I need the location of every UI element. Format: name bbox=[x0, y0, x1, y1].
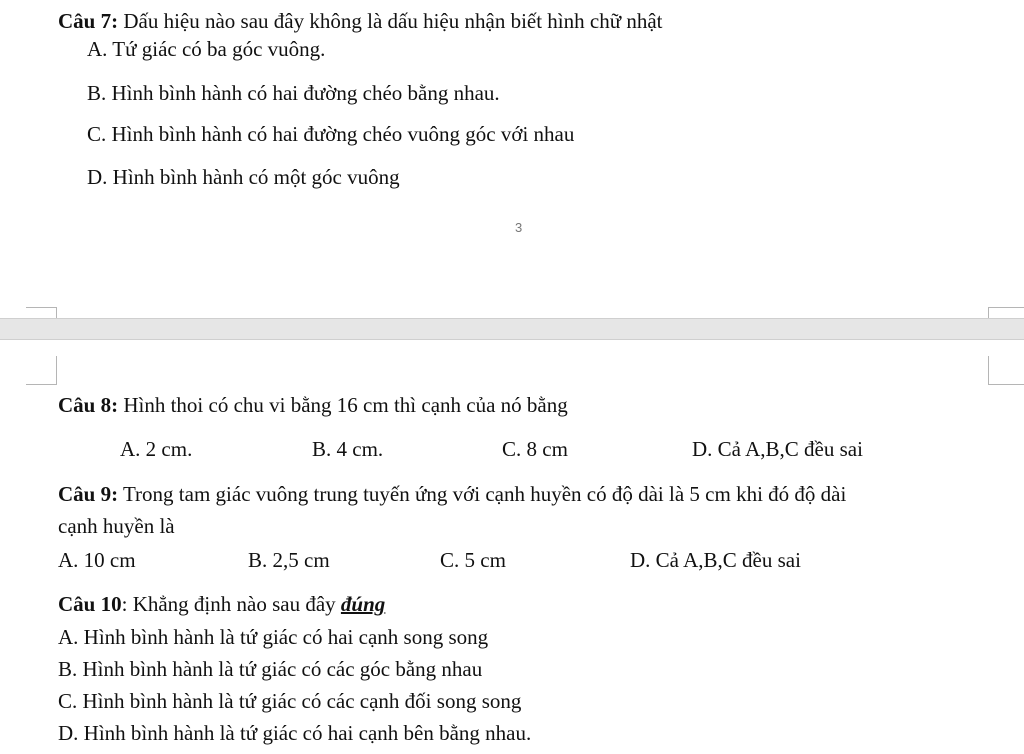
question-9-option-a: A. 10 cm bbox=[58, 548, 136, 572]
question-9-stem bbox=[58, 481, 846, 507]
question-10-option-b: B. Hình bình hành là tứ giác có các góc bằng nhau bbox=[58, 657, 483, 681]
question-9-text: Trong tam giác vuông trung tuyến ứng với cạnh huyền có độ dài là 5 cm khi đó độ dài bbox=[122, 482, 847, 506]
question-10-stem bbox=[58, 591, 385, 617]
question-8-label: Câu 8: bbox=[58, 393, 119, 417]
question-10-label: Câu 10 bbox=[58, 592, 122, 616]
question-9-label: Câu 9: bbox=[58, 482, 119, 506]
question-8-option-c: C. 8 cm bbox=[502, 437, 568, 461]
question-9-option-d: D. Cả A,B,C đều sai bbox=[630, 548, 801, 572]
question-10-option-c: C. Hình bình hành là tứ giác có các cạnh đối song song bbox=[58, 689, 522, 713]
crop-mark-bottom-left bbox=[26, 307, 57, 318]
question-7-option-a: A. Tứ giác có ba góc vuông. bbox=[87, 37, 326, 61]
question-8-stem bbox=[58, 392, 568, 418]
question-8-text: Hình thoi có chu vi bằng 16 cm thì cạnh của nó bằng bbox=[123, 393, 568, 417]
crop-mark-bottom-right bbox=[988, 307, 1024, 318]
question-8-option-d: D. Cả A,B,C đều sai bbox=[692, 437, 863, 461]
question-7-label: Câu 7: bbox=[58, 9, 119, 33]
question-7-option-d: D. Hình bình hành có một góc vuông bbox=[87, 165, 400, 189]
page-number: 3 bbox=[515, 220, 523, 235]
question-7-stem bbox=[58, 8, 663, 34]
question-8-option-a: A. 2 cm. bbox=[120, 437, 193, 461]
question-7-text: Dấu hiệu nào sau đây không là dấu hiệu nhận biết hình chữ nhật bbox=[123, 9, 663, 33]
page-separator bbox=[0, 318, 1024, 340]
question-10-text: : Khẳng định nào sau đây bbox=[121, 592, 336, 616]
crop-mark-top-left bbox=[26, 356, 57, 385]
question-9-option-b: B. 2,5 cm bbox=[248, 548, 330, 572]
question-9-option-c: C. 5 cm bbox=[440, 548, 506, 572]
question-10-option-a: A. Hình bình hành là tứ giác có hai cạnh song song bbox=[58, 625, 489, 649]
question-10-emphasis: đúng bbox=[340, 592, 386, 616]
question-9-text-line-2: cạnh huyền là bbox=[58, 514, 175, 538]
crop-mark-top-right bbox=[988, 356, 1024, 385]
question-7-option-c: C. Hình bình hành có hai đường chéo vuông góc với nhau bbox=[87, 122, 575, 146]
question-10-option-d: D. Hình bình hành là tứ giác có hai cạnh bên bằng nhau. bbox=[58, 721, 532, 745]
question-8-option-b: B. 4 cm. bbox=[312, 437, 384, 461]
question-7-option-b: B. Hình bình hành có hai đường chéo bằng nhau. bbox=[87, 81, 500, 105]
